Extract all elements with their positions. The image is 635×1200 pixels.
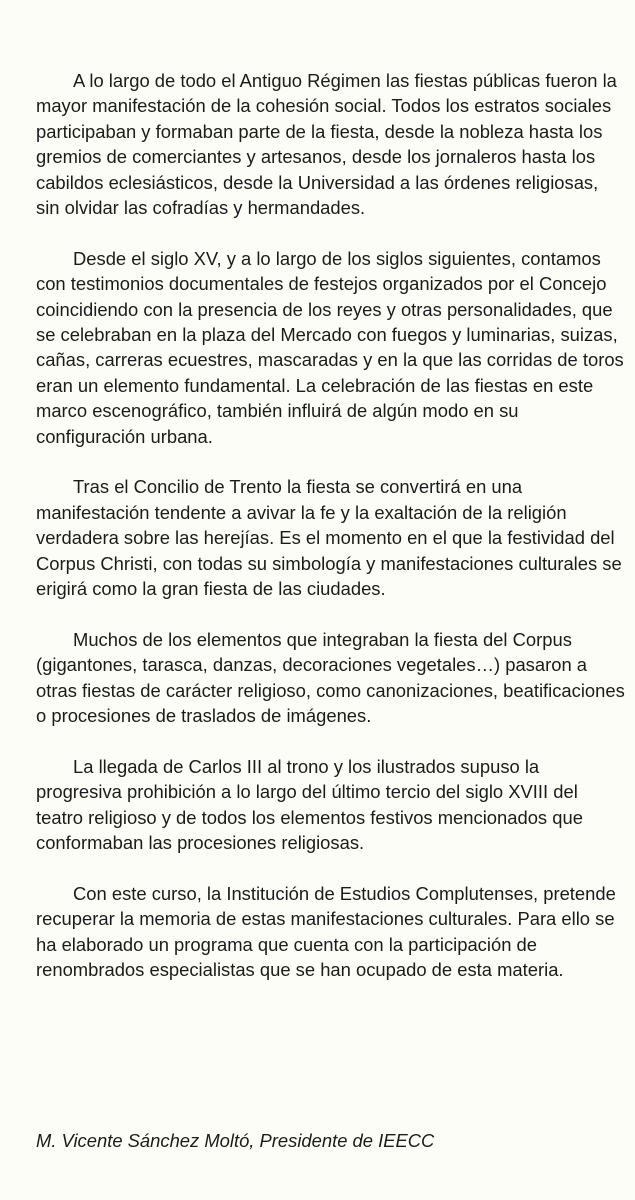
signature: M. Vicente Sánchez Moltó, Presidente de IEECC bbox=[36, 1130, 435, 1151]
paragraph-2: Desde el siglo XV, y a lo largo de los siglos siguientes, contamos con testimonios documentales de festejos organizados por el Concejo coincidiendo con la presencia de los reyes y otras personalidades, que se celebraban en la plaza del Mercado con fuegos y luminarias, suizas, cañas, carreras ecuestres, mascaradas y en la que las corridas de toros eran un elemento fundamental. La celebración de las fiestas en este marco escenográfico, también influirá de algún modo en su configuración urbana. bbox=[36, 247, 624, 447]
paragraph-6: Con este curso, la Institución de Estudios Complutenses, pretende recuperar la memoria de estas manifestaciones culturales. Para ello se ha elaborado un programa que cuenta con la participación de renombrados especialistas que se han ocupado de esta materia. bbox=[36, 882, 616, 981]
paragraph-4: Muchos de los elementos que integraban la fiesta del Corpus (gigantones, tarasca, danzas, decoraciones vegetales…) pasaron a otras fiestas de carácter religioso, como canonizaciones, beatificaciones o procesiones de traslados de imágenes. bbox=[36, 628, 625, 727]
document-body bbox=[36, 68, 626, 983]
paragraph-1: A lo largo de todo el Antiguo Régimen las fiestas públicas fueron la mayor manifestación de la cohesión social. Todos los estratos sociales participaban y formaban parte de la fiesta, desde la nobleza hasta los gremios de comerciantes y artesanos, desde los jornaleros hasta los cabildos eclesiásticos, desde la Universidad a las órdenes religiosas, sin olvidar las cofradías y hermandades. bbox=[36, 70, 617, 219]
paragraph-3: Tras el Concilio de Trento la fiesta se convertirá en una manifestación tendente a avivar la fe y la exaltación de la religión verdadera sobre las herejías. Es el momento en el que la festividad del Corpus Christi, con todas su simbología y manifestaciones culturales se erigirá como la gran fiesta de las ciudades. bbox=[36, 476, 622, 600]
paragraph-5: La llegada de Carlos III al trono y los ilustrados supuso la progresiva prohibición a lo largo del último tercio del siglo XVIII del teatro religioso y de todos los elementos festivos mencionados que conformaban las procesiones religiosas. bbox=[36, 755, 583, 854]
